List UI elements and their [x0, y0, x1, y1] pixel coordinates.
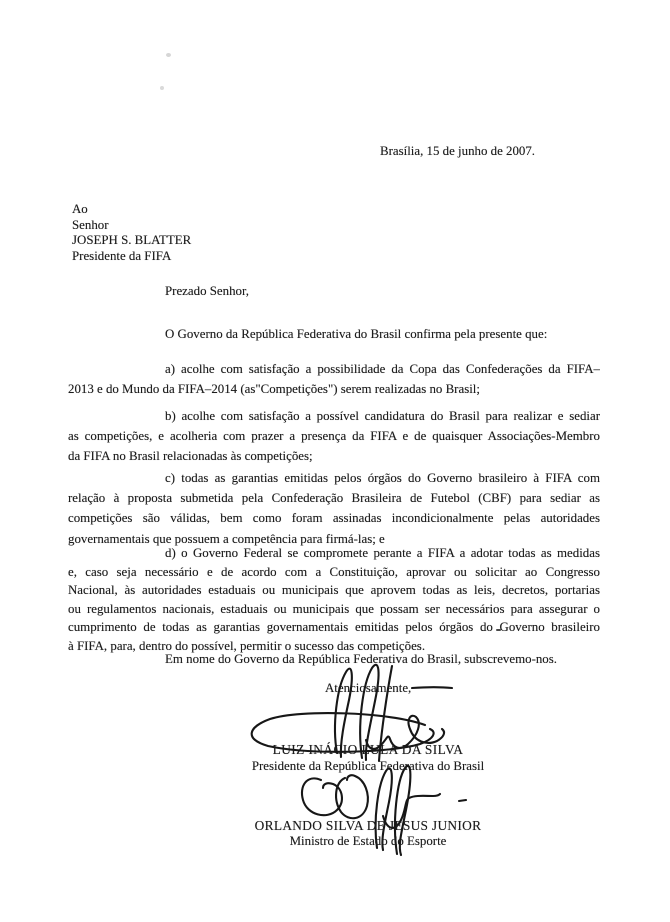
text-line: relação à proposta submetida pela Confederação Brasileira de Futebol (CBF) para sediar as [68, 491, 600, 506]
signatory-name-orlando: ORLANDO SILVA DE JESUS JUNIOR [254, 818, 482, 833]
scan-smudge [166, 53, 171, 57]
text-line: d) o Governo Federal se compromete perante a FIFA a adotar todas as medidas [165, 546, 600, 560]
signatory-title-lula: Presidente da República Federativa do Brasil [251, 758, 485, 773]
signature-stroke [412, 687, 452, 688]
closing-sentence: Em nome do Governo da República Federativa do Brasil, subscrevemo-nos. [165, 652, 557, 666]
text-line: governamentais que possuem a competência para firmá-las; e [68, 531, 385, 546]
text-line: Senhor [72, 217, 109, 232]
text-line: Nacional, às autoridades estaduais ou municipais que aprovem todas as leis, decretos, portarias [68, 583, 600, 598]
text-line: competições são válidas, bem como foram assinadas incondicionalmente pelas autoridades [68, 511, 600, 526]
intro-sentence: O Governo da República Federativa do Brasil confirma pela presente que: [165, 327, 548, 341]
letter-date: Brasília, 15 de junho de 2007. [380, 144, 536, 158]
text-line: cumprimento de todas as garantias governamentais emitidas pelos órgãos do Governo brasileiro [68, 620, 600, 635]
scan-smudge [160, 86, 164, 90]
text-line: e, caso seja necessário e de acordo com a Constituição, aprovar ou solicitar ao Congresso [68, 564, 600, 579]
salutation: Prezado Senhor, [165, 284, 249, 298]
text-line: JOSEPH S. BLATTER [72, 233, 192, 248]
text-line: c) todas as garantias emitidas pelos órgãos do Governo brasileiro à FIFA com [165, 471, 600, 485]
signatory-title-orlando: Ministro de Estado do Esporte [289, 834, 447, 848]
signature-stroke [336, 775, 368, 818]
paragraph-b [68, 406, 600, 467]
text-line: b) acolhe com satisfação a possível candidatura do Brasil para realizar e sediar [165, 409, 600, 423]
paragraph-c [68, 468, 600, 549]
signature-stroke [459, 800, 466, 801]
valediction: Atenciosamente, [325, 681, 412, 695]
text-line: Ao [72, 202, 88, 216]
text-line: a) acolhe com satisfação a possibilidade da Copa das Confederações da FIFA– [165, 362, 600, 376]
signatory-name-lula: LUIZ INÁCIO LULA DA SILVA [272, 742, 464, 757]
text-line: da FIFA no Brasil relacionadas às competições; [68, 449, 313, 464]
text-line: à FIFA, para, dentro do possível, permitir o sucesso das competições. [68, 638, 426, 653]
text-line: as competições, e acolheria com prazer a presença da FIFA e de quaisquer Associações-Membro [68, 429, 600, 444]
paragraph-d [68, 544, 600, 656]
text-line: 2013 e do Mundo da FIFA–2014 (as"Competições") serem realizadas no Brasil; [68, 382, 480, 397]
recipient-address-block [72, 202, 191, 264]
text-line: Presidente da FIFA [72, 248, 172, 263]
paragraph-a [68, 359, 600, 399]
text-line: ou regulamentos nacionais, estaduais ou municipais que possam ser necessários para assegurar o [68, 601, 600, 616]
